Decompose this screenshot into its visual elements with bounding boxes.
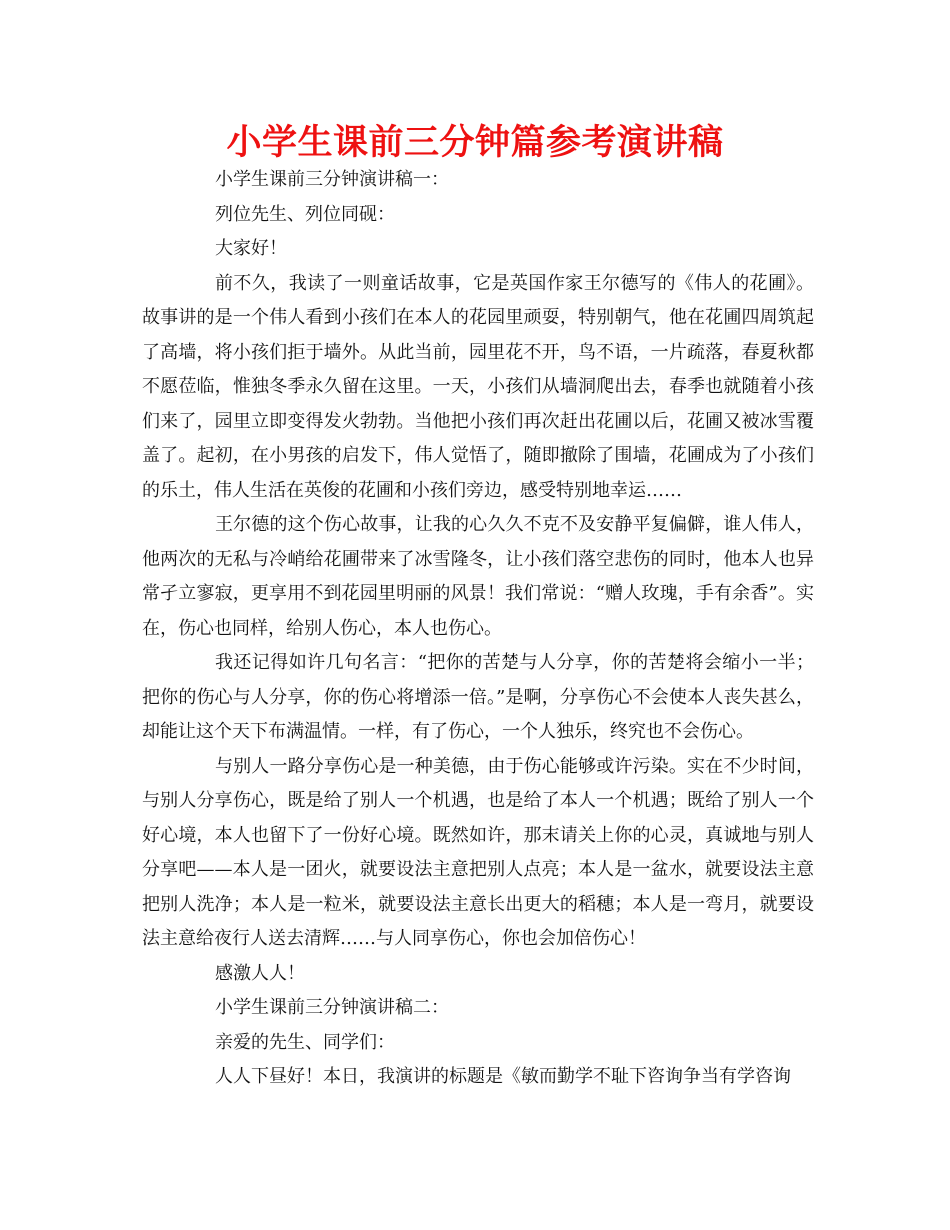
paragraph-speech-two-intro: 人人下昼好！本日，我演讲的标题是《敏而勤学不耻下咨询争当有学咨询	[215, 1066, 791, 1087]
salutation-two: 亲爱的先生、同学们：	[215, 1031, 395, 1053]
document-body	[142, 163, 814, 1095]
document-title: 小学生课前三分钟篇参考演讲稿	[226, 123, 724, 163]
paragraph-sharing: 与别人一路分享伤心是一种美德，由于伤心能够或许污染。实在不少时间，与别人分享伤心，既是给了别人一个机遇，也是给了本人一个机遇；既给了别人一个好心境，本人也留下了一份好心境。既然如许，那末请关上你的心灵，真诚地与别人分享吧——本人是一团火，就要设法主意把别人点亮；本人是一盆水，就要设法主意把别人洗净；本人是一粒米，就要设法主意长出更大的稻穗；本人是一弯月，就要设法主意给夜行人送去清辉……与人同享伤心，你也会加倍伤心！	[142, 755, 814, 949]
paragraph-story: 前不久，我读了一则童话故事，它是英国作家王尔德写的《伟人的花圃》。故事讲的是一个伟人看到小孩们在本人的花园里顽耍，特别朝气，他在花圃四周筑起了高墙，将小孩们拒于墙外。从此当前，园里花不开，鸟不语，一片疏落，春夏秋都不愿莅临，惟独冬季永久留在这里。一天，小孩们从墙洞爬出去，春季也就随着小孩们来了，园里立即变得发火勃勃。当他把小孩们再次赶出花圃以后，花圃又被冰雪覆盖了。起初，在小男孩的启发下，伟人觉悟了，随即撤除了围墙，花圃成为了小孩们的乐土，伟人生活在英俊的花圃和小孩们旁边，感受特别地幸运……	[142, 272, 814, 501]
speech-two-heading: 小学生课前三分钟演讲稿二：	[215, 997, 449, 1018]
greeting: 大家好！	[215, 238, 287, 259]
salutation: 列位先生、列位同砚：	[215, 203, 395, 225]
paragraph-reflection: 王尔德的这个伤心故事，让我的心久久不克不及安静平复偏僻，谁人伟人，他两次的无私与冷峭给花圃带来了冰雪隆冬，让小孩们落空悲伤的同时，他本人也异常孑立寥寂，更享用不到花园里明丽的风景！我们常说：“赠人玫瑰，手有余香”。实在，伤心也同样，给别人伤心，本人也伤心。	[142, 514, 814, 639]
closing-thanks: 感激人人！	[215, 962, 305, 984]
speech-one-heading: 小学生课前三分钟演讲稿一：	[215, 169, 449, 190]
paragraph-quote: 我还记得如许几句名言：“把你的苦楚与人分享，你的苦楚将会缩小一半；把你的伤心与人分享，你的伤心将增添一倍。”是啊，分享伤心不会使本人丧失甚么，却能让这个天下布满温情。一样，有了伤心，一个人独乐，终究也不会伤心。	[142, 652, 814, 742]
